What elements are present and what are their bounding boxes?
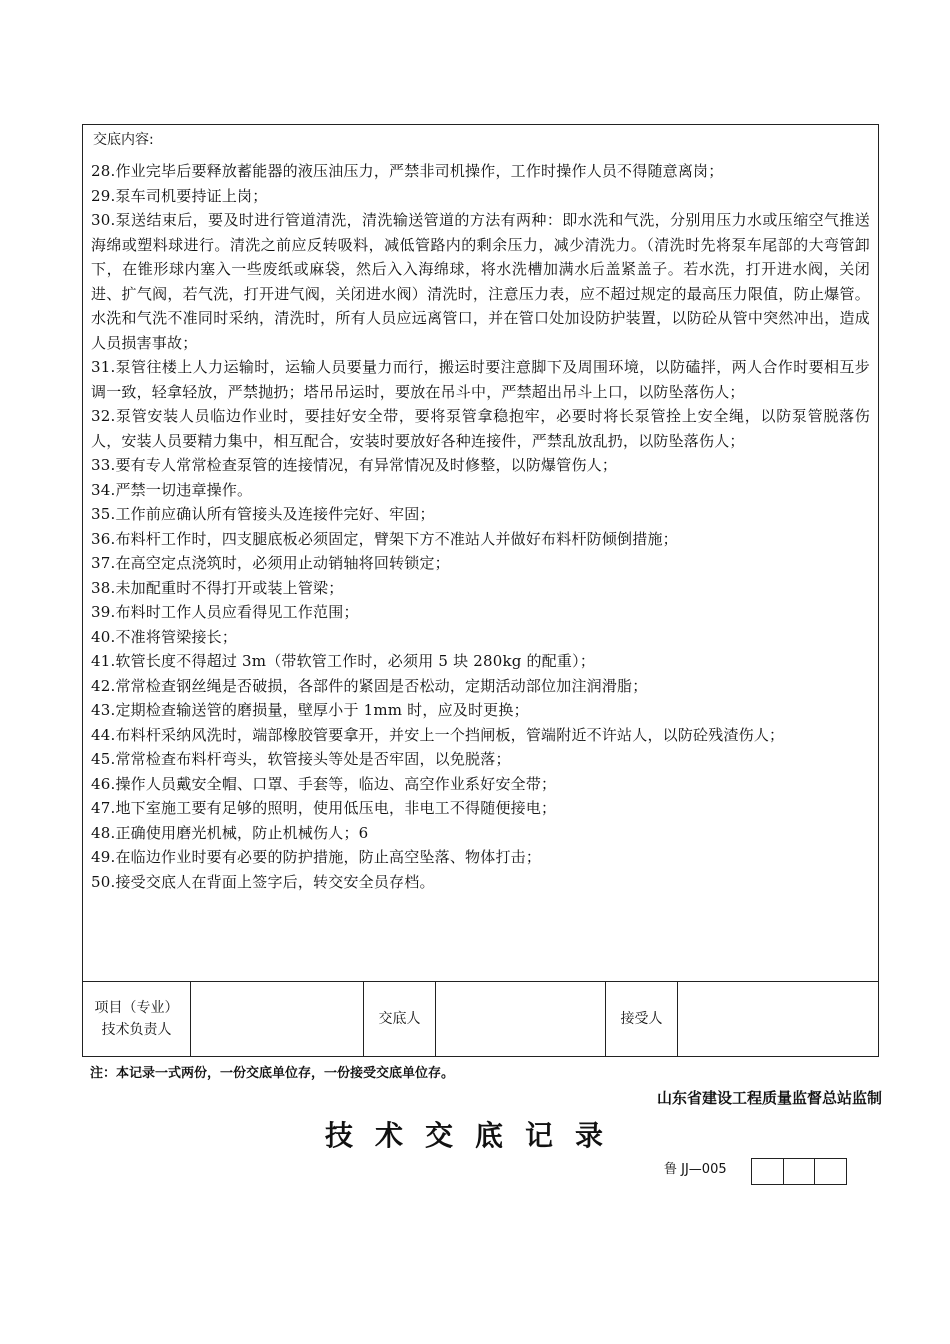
disclosure-item: 34.严禁一切违章操作。 — [91, 480, 253, 499]
code-boxes — [751, 1158, 847, 1185]
disclosure-item: 39.布料时工作人员应看得见工作范围； — [91, 603, 359, 621]
disclosure-item: 36.布料杆工作时，四支腿底板必须固定，臂架下方不准站人并做好布料杆防倾倒措施； — [91, 529, 678, 548]
disclosure-item: 33.要有专人常常检查泵管的连接情况，有异常情况及时修整，以防爆管伤人； — [91, 456, 618, 474]
disclosure-item: 48.正确使用磨光机械，防止机械伤人；6 — [91, 823, 369, 842]
signature-row — [83, 982, 878, 1056]
tech-lead-label: 项目（专业）技术负责人 — [83, 982, 191, 1056]
disclosure-item: 49.在临边作业时要有必要的防护措施，防止高空坠落、物体打击； — [91, 848, 542, 866]
items-list — [91, 159, 870, 894]
disclosure-item: 44.布料杆采纳风洗时，端部橡胶管要拿开，并安上一个挡闸板，管端附近不许站人，以防砼残渣伤人； — [91, 725, 785, 744]
content-section — [83, 125, 878, 982]
disclosure-form — [82, 124, 879, 1057]
receiver-signature[interactable] — [678, 982, 878, 1056]
code-box[interactable] — [815, 1159, 846, 1184]
disclosure-item: 35.工作前应确认所有管接头及连接件完好、牢固； — [91, 505, 435, 523]
disclosure-item: 46.操作人员戴安全帽、口罩、手套等，临边、高空作业系好安全带； — [91, 774, 557, 793]
page-title: 技术交底记录 — [324, 1119, 625, 1152]
disclosure-item: 43.定期检查输送管的磨损量，壁厚小于 1mm 时，应及时更换； — [91, 701, 529, 719]
issuing-organization: 山东省建设工程质量监督总站监制 — [656, 1089, 882, 1107]
form-code: 鲁 JJ—005 — [664, 1162, 727, 1177]
disclosure-item: 32.泵管安装人员临边作业时，要挂好安全带，要将泵管拿稳抱牢，必要时将长泵管拴上安全绳，以防泵管脱落伤人，安装人员要精力集中，相互配合，安装时要放好各种连接件，严禁乱放乱扔，以防坠落伤人； — [91, 407, 870, 450]
code-box[interactable] — [752, 1159, 784, 1184]
disclosure-item: 30.泵送结束后，要及时进行管道清洗，清洗输送管道的方法有两种：即水洗和气洗，分别用压力水或压缩空气推送海绵或塑料球进行。清洗之前应反转吸料，减低管路内的剩余压力，减少清洗力。（清洗时先将泵车尾部的大弯管卸下，在锥形球内塞入一些废纸或麻袋，然后入入海绵球，将水洗槽加满水后盖紧盖子。若水洗，打开进水阀，关闭进、扩气阀，若气洗，打开进气阀，关闭进水阀）清洗时，注意压力表，应不超过规定的最高压力限值，防止爆管。水洗和气洗不准同时采纳，清洗时，所有人员应远离管口，并在管口处加设防护装置，以防砼从管中突然冲出，造成人员损害事故； — [91, 211, 870, 352]
disclosure-item: 38.未加配重时不得打开或装上管梁； — [91, 578, 344, 597]
disclosure-item: 42.常常检查钢丝绳是否破损，各部件的紧固是否松动，定期活动部位加注润滑脂； — [91, 676, 648, 695]
disclosure-item: 45.常常检查布料杆弯头，软管接头等处是否牢固，以免脱落； — [91, 750, 511, 768]
disclosure-item: 47.地下室施工要有足够的照明，使用低压电，非电工不得随便接电； — [91, 799, 557, 817]
disclosure-item: 50.接受交底人在背面上签字后，转交安全员存档。 — [91, 872, 435, 891]
disclosure-item: 40.不准将管梁接长； — [91, 627, 238, 646]
discloser-signature[interactable] — [436, 982, 606, 1056]
receiver-label: 接受人 — [606, 982, 678, 1056]
disclosure-item: 37.在高空定点浇筑时，必须用止动销轴将回转锁定； — [91, 554, 450, 572]
discloser-label: 交底人 — [364, 982, 436, 1056]
disclosure-item: 29.泵车司机要持证上岗； — [91, 186, 268, 205]
disclosure-item: 28.作业完毕后要释放蓄能器的液压油压力，严禁非司机操作，工作时操作人员不得随意离岗； — [91, 162, 724, 180]
disclosure-item: 31.泵管往楼上人力运输时，运输人员要量力而行，搬运时要注意脚下及周围环境，以防磕拌，两人合作时要相互步调一致，轻拿轻放，严禁抛扔；塔吊吊运时，要放在吊斗中，严禁超出吊斗上口，以防坠落伤人； — [91, 358, 870, 401]
disclosure-item: 41.软管长度不得超过 3m（带软管工作时，必须用 5 块 280kg 的配重）； — [91, 652, 596, 670]
footnote: 注：本记录一式两份，一份交底单位存，一份接受交底单位存。 — [90, 1066, 455, 1081]
content-label: 交底内容: — [93, 132, 154, 148]
tech-lead-signature[interactable] — [191, 982, 364, 1056]
code-box[interactable] — [784, 1159, 816, 1184]
